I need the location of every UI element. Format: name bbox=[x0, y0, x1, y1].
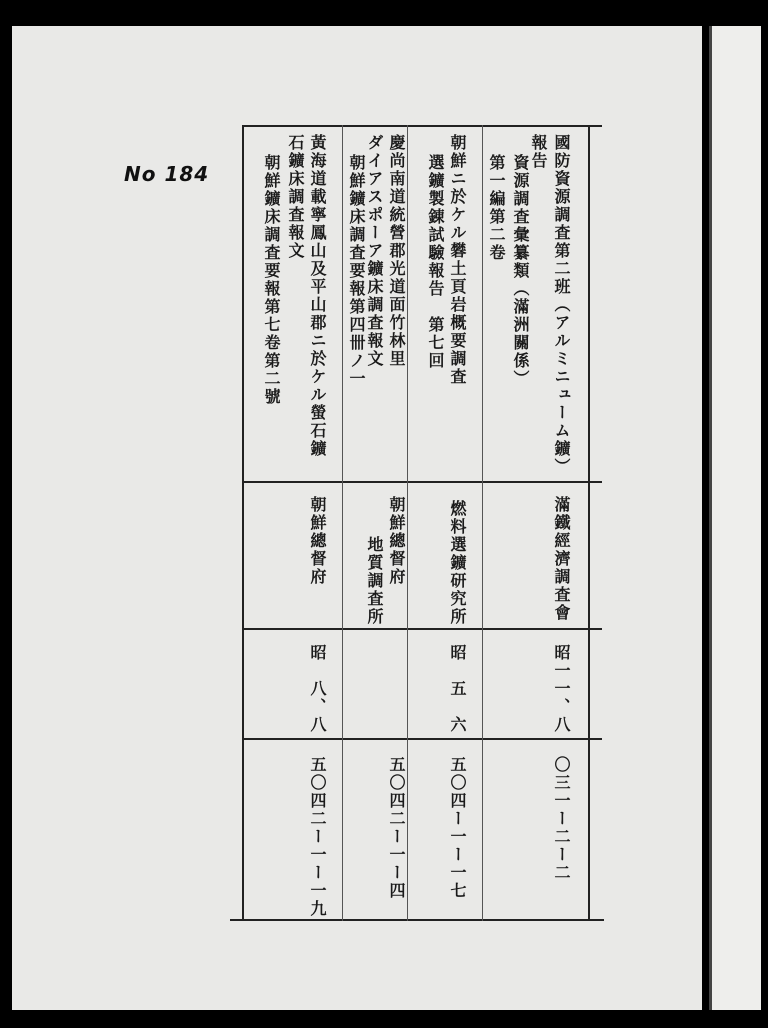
row4-code: 五〇四二ー一ー一九 bbox=[308, 756, 327, 918]
row4-title-3: 朝鮮鑛床調査要報第七卷第二號 bbox=[262, 154, 281, 406]
row3-org-1: 朝鮮總督府 bbox=[387, 496, 406, 586]
document-page bbox=[12, 26, 702, 1010]
row4-title-1: 黃海道載寧鳳山及平山郡ニ於ケル螢石鑛 bbox=[308, 134, 327, 458]
row3-title-3: 朝鮮鑛床調査要報第四卌ノ一 bbox=[347, 154, 366, 388]
row-divider-1 bbox=[482, 125, 483, 921]
row1-title-2: 報告 bbox=[529, 134, 548, 170]
table-bottom-rule bbox=[230, 919, 604, 921]
row3-title-2: ダイアスポーア鑛床調査報文 bbox=[365, 134, 384, 368]
row2-code: 五〇四ー一ー一七 bbox=[448, 756, 467, 900]
row3-title-1: 慶尚南道統營郡光道面竹林里 bbox=[387, 134, 406, 368]
table-rule-date-code bbox=[242, 738, 602, 740]
page-gutter bbox=[709, 26, 712, 1010]
row1-title-4: 第一編第二卷 bbox=[487, 154, 506, 262]
page-number: No 184 bbox=[124, 162, 210, 186]
row3-code: 五〇四二ー一ー四 bbox=[387, 756, 406, 900]
row3-org-2: 地質調査所 bbox=[365, 536, 384, 626]
table-rule-org-date bbox=[242, 628, 602, 630]
row4-org: 朝鮮總督府 bbox=[308, 496, 327, 586]
row2-title-2: 選鑛製錬試驗報告 第七回 bbox=[426, 154, 445, 370]
row1-title-3: 資源調査彙纂類（滿洲關係） bbox=[511, 154, 530, 388]
row1-org: 滿鐵經濟調査會 bbox=[552, 496, 571, 622]
row1-title-1: 國防資源調査第二班（アルミニューム鑛） bbox=[552, 134, 571, 476]
adjacent-page-edge bbox=[709, 26, 761, 1010]
row4-date: 昭 八、八 bbox=[308, 644, 327, 734]
table-top-rule bbox=[242, 125, 602, 127]
row2-org: 燃料選鑛研究所 bbox=[448, 500, 467, 626]
row4-title-2: 石鑛床調査報文 bbox=[286, 134, 305, 260]
row-divider-3 bbox=[342, 125, 343, 921]
row2-title-1: 朝鮮ニ於ケル礬土頁岩概要調査 bbox=[448, 134, 467, 386]
row2-date: 昭 五 六 bbox=[448, 644, 467, 734]
row1-code: 〇三一ー二ー二 bbox=[552, 756, 571, 882]
table-right-rule bbox=[588, 125, 590, 921]
row1-date: 昭一一、八 bbox=[552, 644, 571, 734]
table-left-rule bbox=[242, 125, 244, 921]
table-rule-title-org bbox=[242, 481, 602, 483]
